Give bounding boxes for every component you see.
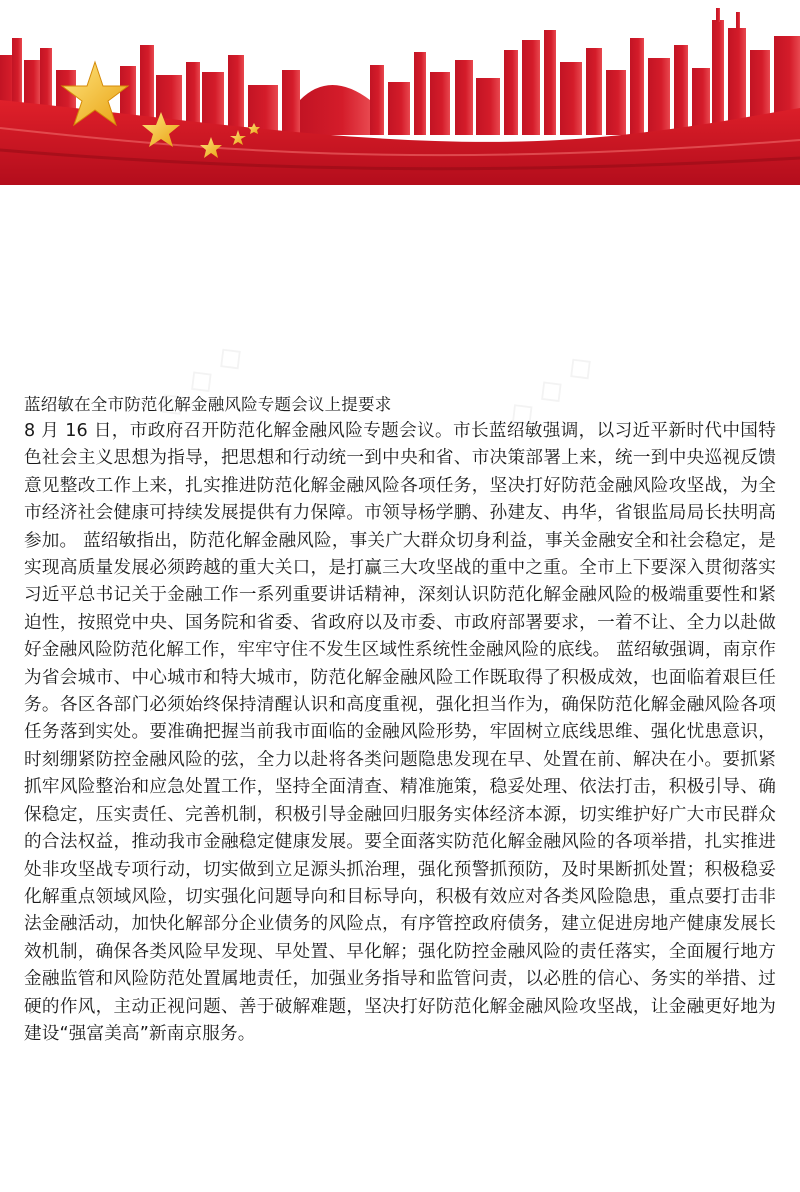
watermark: ◇ ◇ ◇: [148, 333, 252, 427]
city-skyline-banner: [0, 0, 800, 185]
header-banner: [0, 0, 800, 185]
watermark: ◇ ◇ ◇: [498, 343, 602, 437]
article-title: 蓝绍敏在全市防范化解金融风险专题会议上提要求: [24, 395, 392, 414]
article: [24, 392, 776, 1048]
article-body: 8 月 16 日，市政府召开防范化解金融风险专题会议。市长蓝绍敏强调，以习近平新时代中国特色社会主义思想为指导，把思想和行动统一到中央和省、市决策部署上来，统一到中央巡视反馈意见整改工作上来，扎实推进防范化解金融风险各项任务，坚决打好防范金融风险攻坚战，为全市经济社会健康可持续发展提供有力保障。市领导杨学鹏、孙建友、冉华，省银监局局长扶明高参加。 蓝绍敏指出，防范化解金融风险，事关广大群众切身利益，事关金融安全和社会稳定，是实现高质量发展必须跨越的重大关口，是打赢三大攻坚战的重中之重。全市上下要深入贯彻落实习近平总书记关于金融工作一系列重要讲话精神，深刻认识防范化解金融风险的极端重要性和紧迫性，按照党中央、国务院和省委、省政府以及市委、市政府部署要求，一着不让、全力以赴做好金融风险防范化解工作，牢牢守住不发生区域性系统性金融风险的底线。 蓝绍敏强调，南京作为省会城市、中心城市和特大城市，防范化解金融风险工作既取得了积极成效，也面临着艰巨任务。各区各部门必须始终保持清醒认识和高度重视，强化担当作为，确保防范化解金融风险各项任务落到实处。要准确把握当前我市面临的金融风险形势，牢固树立底线思维、强化忧患意识，时刻绷紧防控金融风险的弦，全力以赴将各类问题隐患发现在早、处置在前、解决在小。要抓紧抓牢风险整治和应急处置工作，坚持全面清查、精准施策，稳妥处理、依法打击，积极引导、确保稳定，压实责任、完善机制，积极引导金融回归服务实体经济本源，切实维护好广大市民群众的合法权益，推动我市金融稳定健康发展。要全面落实防范化解金融风险的各项举措，扎实推进处非攻坚战专项行动，切实做到立足源头抓治理，强化预警抓预防，及时果断抓处置；积极稳妥化解重点领域风险，切实强化问题导向和目标导向，积极有效应对各类风险隐患，重点要打击非法金融活动，加快化解部分企业债务的风险点，有序管控政府债务，建立促进房地产健康发展长效机制，确保各类风险早发现、早处置、早化解；强化防控金融风险的责任落实，全面履行地方金融监管和风险防范处置属地责任，加强业务指导和监管问责，以必胜的信心、务实的举措、过硬的作风，主动正视问题、善于破解难题，坚决打好防范化解金融风险攻坚战，让金融更好地为建设“强富美高”新南京服务。: [24, 421, 776, 1044]
